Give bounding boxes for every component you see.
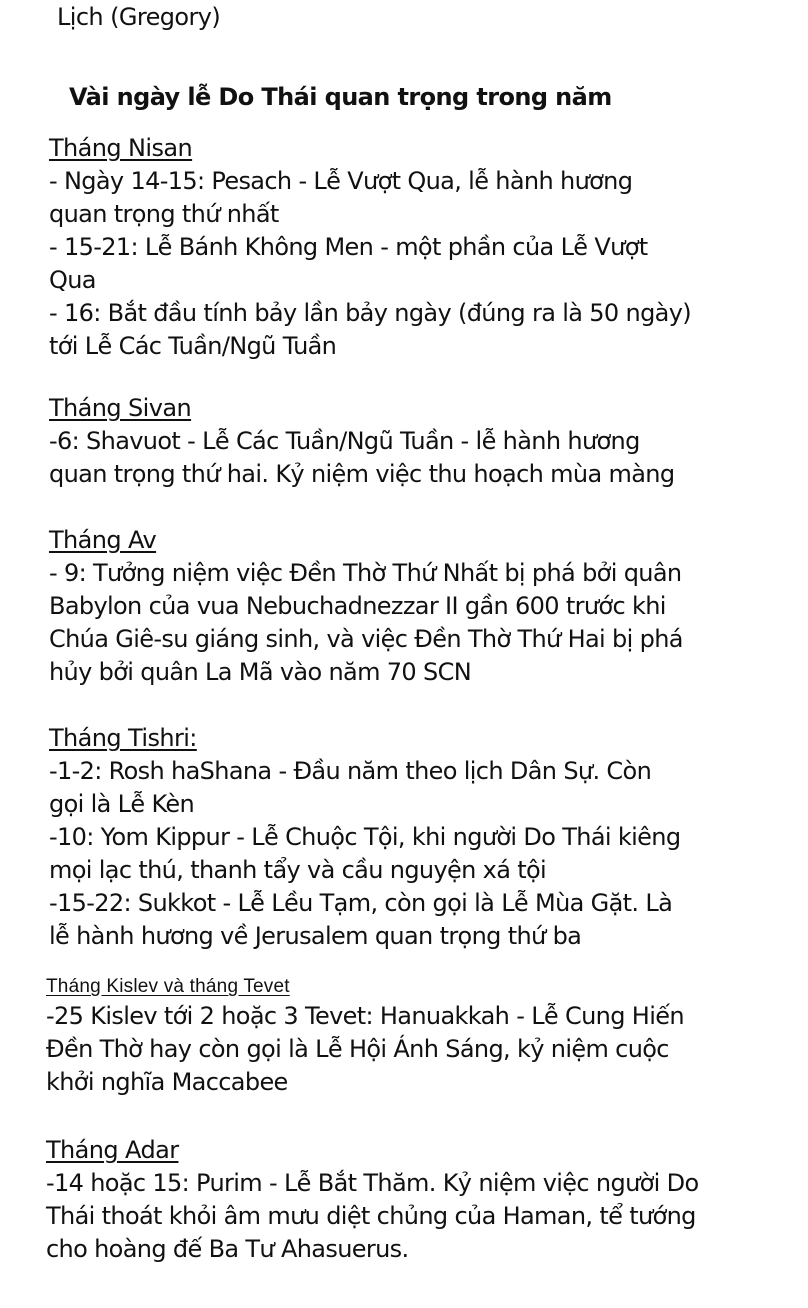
text-line: gọi là Lễ Kèn xyxy=(49,790,195,818)
section-nisan xyxy=(49,132,789,363)
text-line: tới Lễ Các Tuần/Ngũ Tuần xyxy=(49,332,337,360)
text-line: quan trọng thứ hai. Kỷ niệm việc thu hoạch mùa màng xyxy=(49,460,675,488)
text-line: Chúa Giê-su giáng sinh, và việc Đền Thờ Thứ Hai bị phá xyxy=(49,625,683,653)
text-line: khởi nghĩa Maccabee xyxy=(46,1068,288,1096)
section-title: Tháng Sivan xyxy=(49,394,192,422)
text-line: Thái thoát khỏi âm mưu diệt chủng của Haman, tể tướng xyxy=(46,1202,696,1230)
text-line: Babylon của vua Nebuchadnezzar II gần 600 trước khi xyxy=(49,592,666,620)
section-sivan xyxy=(49,392,789,491)
text-line: - 15-21: Lễ Bánh Không Men - một phần của Lễ Vượt xyxy=(49,233,648,261)
text-line: lễ hành hương về Jerusalem quan trọng thứ ba xyxy=(49,922,582,950)
text-line: hủy bởi quân La Mã vào năm 70 SCN xyxy=(49,658,472,686)
text-line: - Ngày 14-15: Pesach - Lễ Vượt Qua, lễ hành hương xyxy=(49,167,633,195)
section-av xyxy=(49,524,789,689)
section-kislev-tevet xyxy=(46,974,786,1099)
text-line: Đền Thờ hay còn gọi là Lễ Hội Ánh Sáng, kỷ niệm cuộc xyxy=(46,1035,669,1063)
text-line: - 16: Bắt đầu tính bảy lần bảy ngày (đúng ra là 50 ngày) xyxy=(49,299,691,327)
section-adar xyxy=(46,1134,786,1266)
section-title: Tháng Tishri: xyxy=(49,724,197,752)
section-title: Tháng Av xyxy=(49,526,157,554)
section-title: Tháng Nisan xyxy=(49,134,193,162)
text-line: -1-2: Rosh haShana - Đầu năm theo lịch Dân Sự. Còn xyxy=(49,757,652,785)
section-title: Tháng Adar xyxy=(46,1136,179,1164)
text-line: -25 Kislev tới 2 hoặc 3 Tevet: Hanuakkah - Lễ Cung Hiến xyxy=(46,1002,684,1030)
text-line: -15-22: Sukkot - Lễ Lều Tạm, còn gọi là Lễ Mùa Gặt. Là xyxy=(49,889,673,917)
calendar-label: Lịch (Gregory) xyxy=(57,3,221,31)
text-line: -6: Shavuot - Lễ Các Tuần/Ngũ Tuần - lễ hành hương xyxy=(49,427,640,455)
text-line: -10: Yom Kippur - Lễ Chuộc Tội, khi người Do Thái kiêng xyxy=(49,823,681,851)
section-title: Tháng Kislev và tháng Tevet xyxy=(46,976,290,997)
text-line: quan trọng thứ nhất xyxy=(49,200,279,228)
text-line: mọi lạc thú, thanh tẩy và cầu nguyện xá tội xyxy=(49,856,547,884)
text-line: Qua xyxy=(49,266,96,294)
text-line: -14 hoặc 15: Purim - Lễ Bắt Thăm. Kỷ niệm việc người Do xyxy=(46,1169,699,1197)
page-heading: Vài ngày lễ Do Thái quan trọng trong năm xyxy=(69,83,612,111)
section-tishri xyxy=(49,722,789,953)
text-line: cho hoàng đế Ba Tư Ahasuerus. xyxy=(46,1235,409,1263)
text-line: - 9: Tưởng niệm việc Đền Thờ Thứ Nhất bị phá bởi quân xyxy=(49,559,682,587)
